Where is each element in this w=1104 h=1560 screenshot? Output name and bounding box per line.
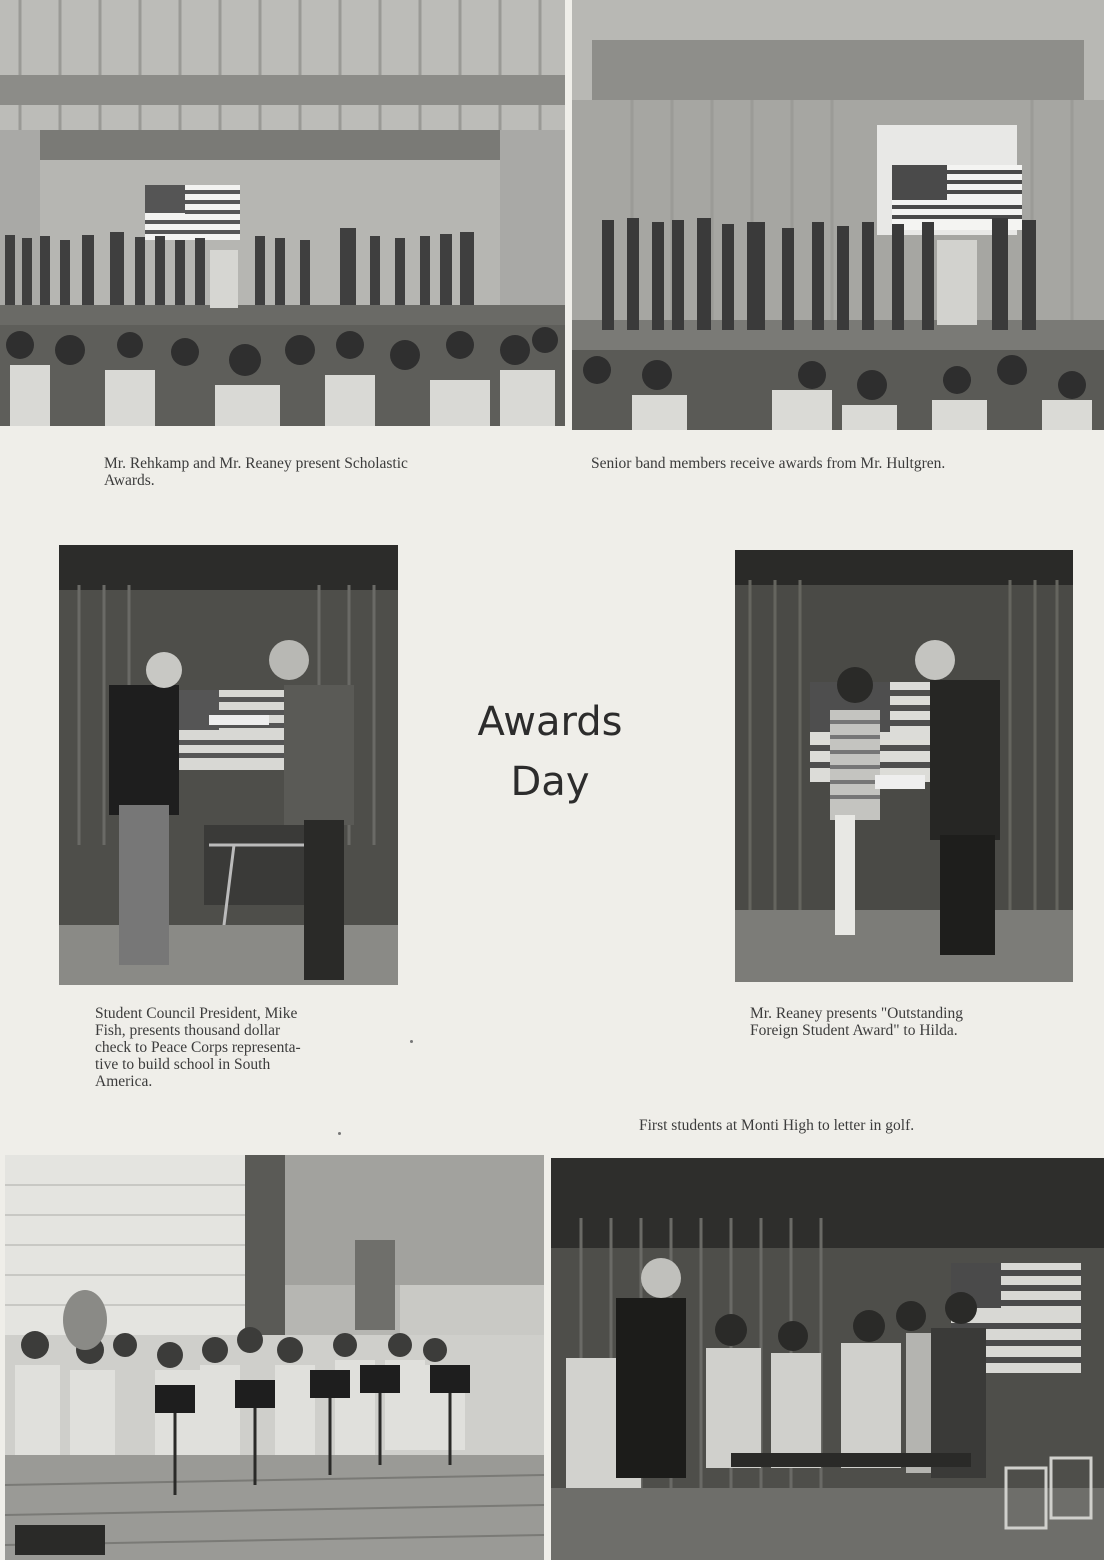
caption-band-awards: Senior band members receive awards from Mr. Hultgren.	[591, 455, 946, 472]
photo-band-performance	[5, 1155, 544, 1560]
photo-golf-letter-winners	[551, 1158, 1104, 1560]
caption-golf-letters: First students at Monti High to letter in golf.	[639, 1117, 915, 1134]
photo-peace-corps-check	[59, 545, 398, 985]
photo-scholastic-awards	[0, 0, 565, 426]
title-line-2: Day	[510, 759, 590, 805]
caption-foreign-student-award: Mr. Reaney presents "Outstanding Foreign Student Award" to Hilda.	[750, 1005, 963, 1039]
caption-scholastic-awards: Mr. Rehkamp and Mr. Reaney present Scholastic Awards.	[104, 455, 408, 489]
paper-speck	[410, 1040, 413, 1043]
photo-band-awards	[572, 0, 1104, 430]
photo-foreign-student-award	[735, 550, 1073, 982]
page-title	[455, 692, 645, 812]
caption-peace-corps-check: Student Council President, Mike Fish, presents thousand dollar check to Peace Corps representa- tive to build school in South America.	[95, 1005, 301, 1090]
paper-speck	[338, 1132, 341, 1135]
title-line-1: Awards	[477, 699, 623, 745]
